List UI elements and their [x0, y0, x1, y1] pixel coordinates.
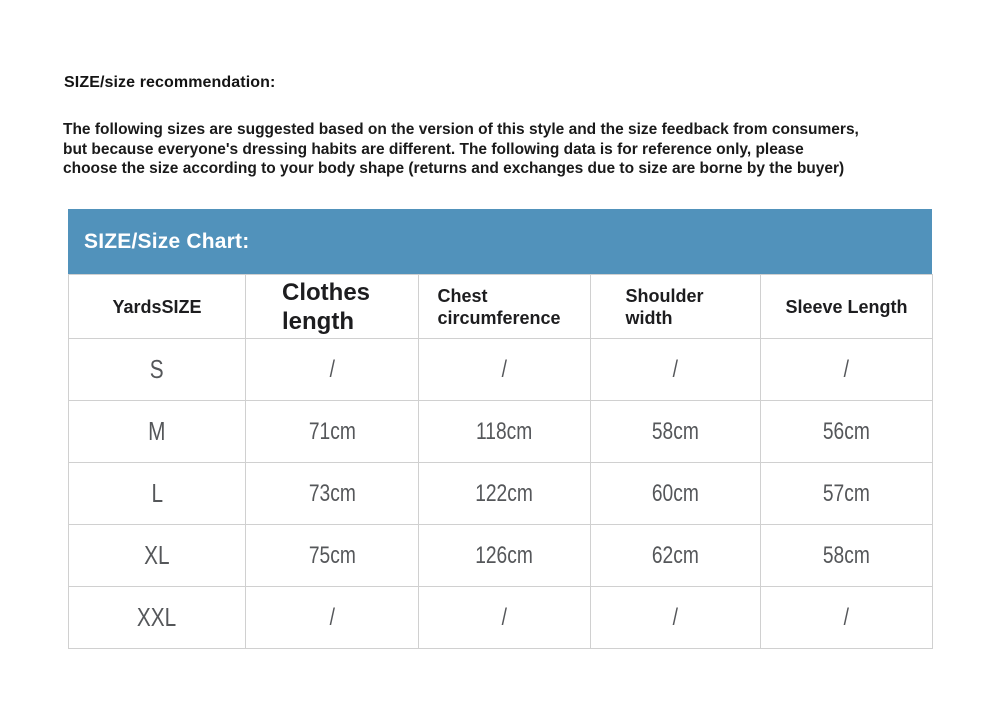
cell-value: 58cm [823, 541, 870, 569]
size-label-cell [69, 525, 246, 587]
cell-value: / [672, 603, 679, 631]
column-header-shoulder-width [591, 275, 761, 339]
cell-value: / [501, 603, 508, 631]
column-header-label: Shoulder width [625, 285, 704, 328]
shoulder-width-cell [591, 463, 761, 525]
clothes-length-cell [246, 401, 419, 463]
shoulder-width-cell [591, 525, 761, 587]
shoulder-width-cell [591, 339, 761, 401]
column-header-chest-circumference [419, 275, 591, 339]
size-row-m [69, 401, 933, 463]
chest-circumference-cell [419, 525, 591, 587]
cell-value: 56cm [823, 417, 870, 445]
column-header-label: YardsSIZE [112, 297, 202, 318]
clothes-length-cell [246, 587, 419, 649]
cell-value: 58cm [652, 417, 699, 445]
cell-value: / [843, 603, 850, 631]
cell-value: / [843, 355, 850, 383]
clothes-length-cell [246, 339, 419, 401]
cell-value: 71cm [308, 417, 356, 445]
cell-value: / [501, 355, 508, 383]
size-table-header-row [69, 275, 933, 339]
cell-value: 122cm [475, 479, 534, 507]
size-recommendation-heading: SIZE/size recommendation: [64, 74, 276, 91]
column-header-label: Clothes length [282, 278, 371, 335]
size-row-xxl [69, 587, 933, 649]
cell-value: L [151, 478, 163, 508]
chest-circumference-cell [419, 339, 591, 401]
cell-value: M [148, 416, 166, 446]
size-label-cell [69, 587, 246, 649]
column-header-sleeve-length [761, 275, 933, 339]
sleeve-length-cell [761, 525, 933, 587]
size-recommendation-paragraph [63, 120, 859, 179]
cell-value: S [150, 354, 164, 384]
cell-value: 75cm [308, 541, 356, 569]
column-header-clothes-length [246, 275, 419, 339]
shoulder-width-cell [591, 587, 761, 649]
cell-value: 62cm [652, 541, 699, 569]
size-label-cell [69, 401, 246, 463]
cell-value: / [672, 355, 679, 383]
cell-value: / [329, 355, 335, 383]
cell-value: / [329, 603, 335, 631]
size-label-cell [69, 463, 246, 525]
column-header-yards-size [69, 275, 246, 339]
size-table [68, 274, 933, 649]
chest-circumference-cell [419, 463, 591, 525]
cell-value: 126cm [475, 541, 534, 569]
chest-circumference-cell [419, 587, 591, 649]
size-chart [68, 209, 932, 649]
size-chart-title: SIZE/Size Chart: [84, 229, 250, 253]
size-row-l [69, 463, 933, 525]
sleeve-length-cell [761, 463, 933, 525]
shoulder-width-cell [591, 401, 761, 463]
size-row-s [69, 339, 933, 401]
sleeve-length-cell [761, 339, 933, 401]
size-chart-title-bar [68, 209, 932, 274]
clothes-length-cell [246, 463, 419, 525]
size-label-cell [69, 339, 246, 401]
cell-value: 73cm [308, 479, 356, 507]
chest-circumference-cell [419, 401, 591, 463]
sleeve-length-cell [761, 587, 933, 649]
cell-value: 57cm [823, 479, 870, 507]
column-header-label: Sleeve Length [785, 297, 908, 318]
cell-value: XL [144, 540, 170, 570]
cell-value: XXL [137, 602, 177, 632]
size-row-xl [69, 525, 933, 587]
recommendation-line-3: choose the size according to your body shape (returns and exchanges due to size are borne by the buyer) [63, 160, 845, 177]
cell-value: 60cm [652, 479, 699, 507]
clothes-length-cell [246, 525, 419, 587]
column-header-label: Chest circumference [437, 285, 561, 328]
recommendation-line-2: but because everyone's dressing habits are different. The following data is for reference only, please [63, 140, 804, 158]
recommendation-line-1: The following sizes are suggested based on the version of this style and the size feedback from consumers, [63, 121, 859, 138]
cell-value: 118cm [476, 417, 533, 445]
sleeve-length-cell [761, 401, 933, 463]
